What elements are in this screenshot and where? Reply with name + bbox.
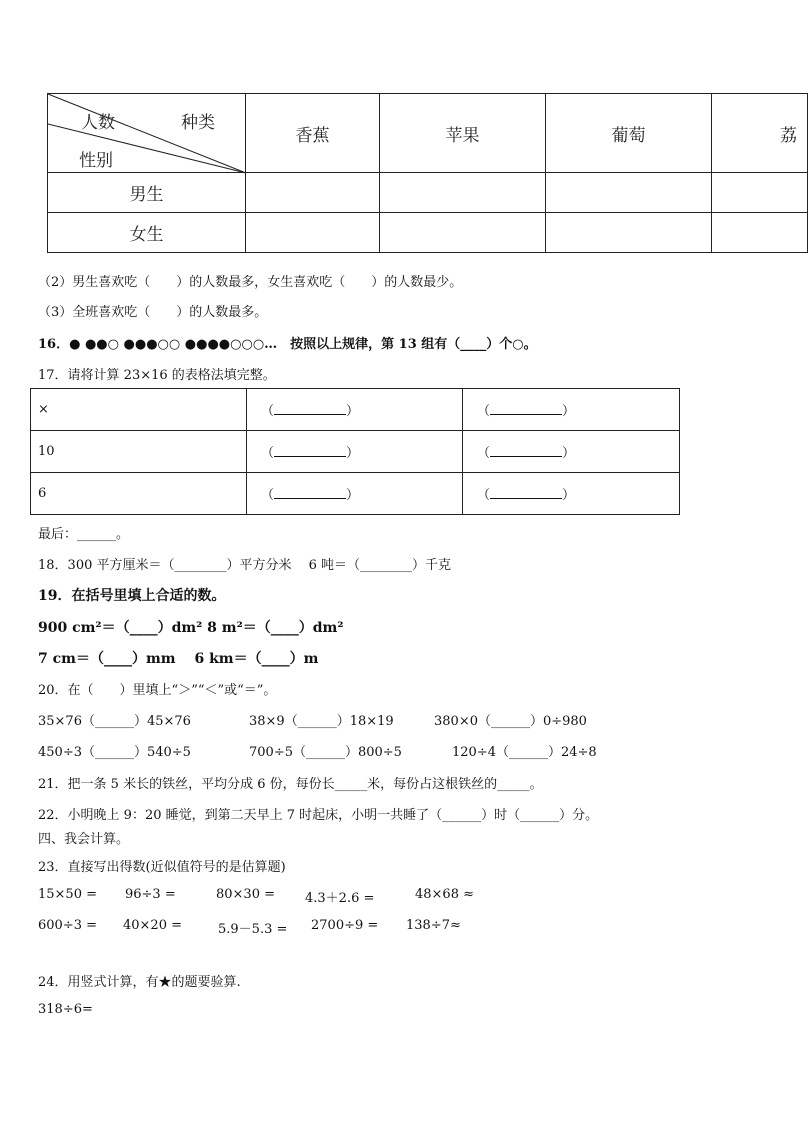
- grid-blank[interactable]: （ ）: [247, 431, 463, 473]
- q20-item: 35×76（______）45×76: [38, 714, 191, 729]
- table-cell: [246, 213, 380, 253]
- q23-item: 2700÷9 =: [311, 918, 379, 933]
- grid-row-label: 6: [31, 473, 247, 515]
- grid-row-label: ×: [31, 389, 247, 431]
- q19-prompt: 19．在括号里填上合适的数。: [38, 588, 226, 604]
- table-cell: [712, 173, 808, 213]
- q23-item: 48×68 ≈: [415, 887, 475, 902]
- q23-item: 80×30 =: [216, 887, 276, 902]
- q19-line2: 7 cm＝（____）mm 6 km＝（____）m: [38, 651, 319, 667]
- table-cell: [380, 213, 546, 253]
- q23-item: 96÷3 =: [125, 887, 176, 902]
- q20-item: 700÷5（______）800÷5: [249, 745, 402, 760]
- q15-part2: （2）男生喜欢吃（ ）的人数最多，女生喜欢吃（ ）的人数最少。: [38, 275, 463, 290]
- header-banana: 香蕉: [246, 94, 380, 173]
- fruit-preference-table: [47, 93, 808, 253]
- corner-label-gender: 性别: [79, 151, 113, 171]
- table-cell: [546, 213, 712, 253]
- corner-label-count: 人数: [81, 113, 115, 133]
- q23-item: 4.3＋2.6 =: [305, 891, 375, 906]
- q24-prompt: 24．用竖式计算，有★的题要验算.: [38, 975, 241, 990]
- q18-text: 18．300 平方厘米＝（________）平方分米 6 吨＝（________）千克: [38, 558, 452, 573]
- grid-row-label: 10: [31, 431, 247, 473]
- section-4-heading: 四、我会计算。: [38, 832, 130, 847]
- header-apple: 苹果: [380, 94, 546, 173]
- grid-blank[interactable]: （ ）: [247, 473, 463, 515]
- q20-item: 38×9（______）18×19: [249, 714, 394, 729]
- table-cell: [546, 173, 712, 213]
- q20-item: 380×0（______）0÷980: [434, 714, 587, 729]
- grid-blank[interactable]: （ ）: [247, 389, 463, 431]
- q17-prompt: 17．请将计算 23×16 的表格法填完整。: [38, 368, 276, 383]
- q23-item: 600÷3 =: [38, 918, 98, 933]
- grid-blank[interactable]: （ ）: [463, 389, 680, 431]
- q19-line1: 900 cm²＝（____）dm² 8 m²＝（____）dm²: [38, 620, 344, 636]
- row-label-boys: 男生: [48, 173, 246, 213]
- header-grape: 葡萄: [546, 94, 712, 173]
- table-cell: [246, 173, 380, 213]
- table-cell: [380, 173, 546, 213]
- q15-part3: （3）全班喜欢吃（ ）的人数最多。: [38, 305, 268, 320]
- q22-text: 22．小明晚上 9：20 睡觉，到第二天早上 7 时起床，小明一共睡了（______）时（______）分。: [38, 808, 599, 823]
- table-corner-cell: [48, 94, 246, 173]
- q23-item: 40×20 =: [123, 918, 183, 933]
- grid-blank[interactable]: （ ）: [463, 431, 680, 473]
- q17-final: 最后：______。: [38, 527, 130, 542]
- q21-text: 21．把一条 5 米长的铁丝，平均分成 6 份，每份长_____米，每份占这根铁丝的_____。: [38, 777, 543, 792]
- table-cell: [712, 213, 808, 253]
- q20-item: 450÷3（______）540÷5: [38, 745, 191, 760]
- corner-diagonal-lines: [48, 94, 246, 173]
- q23-item: 15×50 =: [38, 887, 98, 902]
- q23-item: 5.9－5.3 =: [218, 922, 288, 937]
- q20-prompt: 20．在（ ）里填上“＞”“＜”或“＝”。: [38, 683, 277, 698]
- q16-text: 16．● ●●○ ●●●○○ ●●●●○○○… 按照以上规律，第 13 组有（____）个○。: [38, 337, 537, 352]
- q23-item: 138÷7≈: [406, 918, 461, 933]
- q24-item: 318÷6=: [38, 1002, 93, 1017]
- q23-prompt: 23．直接写出得数(近似值符号的是估算题): [38, 860, 286, 875]
- header-lychee: 荔: [712, 94, 808, 173]
- corner-label-kind: 种类: [181, 113, 215, 133]
- q20-item: 120÷4（______）24÷8: [452, 745, 597, 760]
- row-label-girls: 女生: [48, 213, 246, 253]
- grid-blank[interactable]: （ ）: [463, 473, 680, 515]
- multiplication-grid-table: [30, 388, 680, 515]
